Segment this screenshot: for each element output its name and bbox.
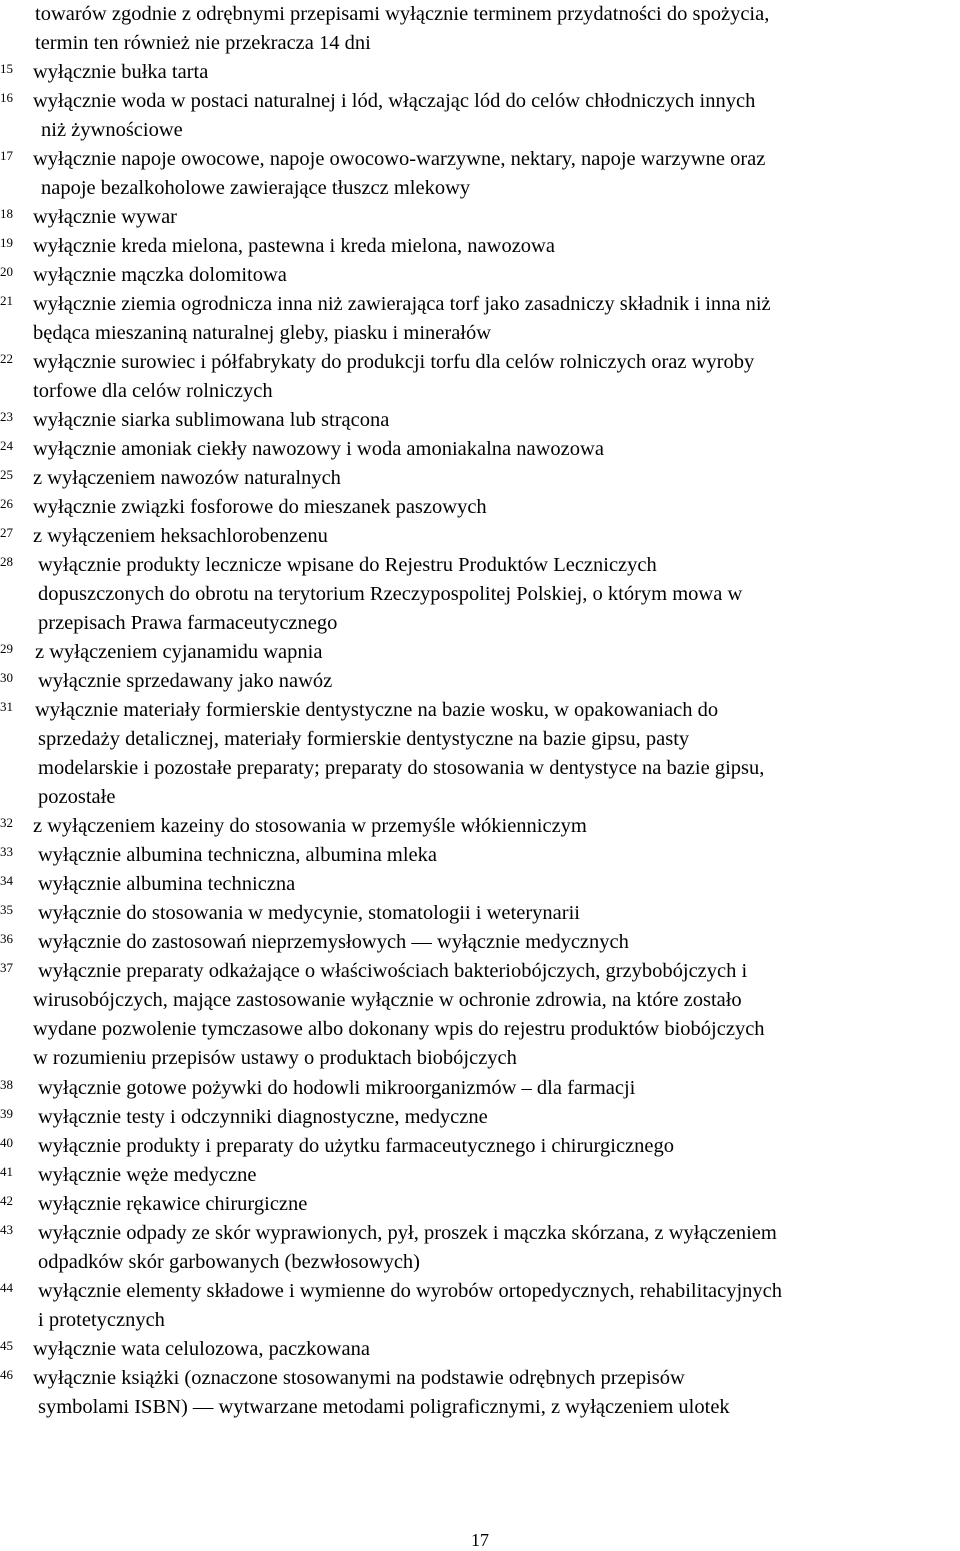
footnote-number: 24 [0, 438, 13, 453]
footnote-number: 19 [0, 235, 13, 250]
footnote-text-line: z wyłączeniem heksachlorobenzenu [33, 525, 328, 547]
footnote-text-line: wyłącznie albumina techniczna [38, 873, 296, 895]
footnote-number: 36 [0, 931, 13, 946]
footnote-text-line: wyłącznie preparaty odkażające o właściwościach bakteriobójczych, grzybobójczych i [38, 960, 748, 982]
footnote-number: 38 [0, 1077, 13, 1092]
footnote-text-line: wyłącznie materiały formierskie dentystyczne na bazie wosku, w opakowaniach do [35, 699, 719, 721]
footnote-text-line: wyłącznie związki fosforowe do mieszanek paszowych [33, 496, 487, 518]
footnote-text-line: sprzedaży detalicznej, materiały formierskie dentystyczne na bazie gipsu, pasty [38, 728, 690, 750]
footnote-number: 35 [0, 902, 13, 917]
footnote-text-line: wyłącznie gotowe pożywki do hodowli mikroorganizmów – dla farmacji [38, 1077, 636, 1099]
footnote-number: 30 [0, 670, 13, 685]
footnote-text-line: wyłącznie elementy składowe i wymienne do wyrobów ortopedycznych, rehabilitacyjnych [38, 1280, 783, 1302]
footnote-text-line: wyłącznie odpady ze skór wyprawionych, pył, proszek i mączka skórzana, z wyłączeniem [38, 1222, 777, 1244]
footnote-number: 40 [0, 1135, 13, 1150]
footnote-text-line: niż żywnościowe [41, 119, 183, 141]
footnote-text-line: wyłącznie amoniak ciekły nawozowy i woda amoniakalna nawozowa [33, 438, 604, 460]
footnote-text-line: wyłącznie mączka dolomitowa [33, 264, 287, 286]
footnote-number: 44 [0, 1280, 13, 1295]
footnote-text-line: i protetycznych [38, 1309, 165, 1331]
footnote-number: 16 [0, 90, 13, 105]
footnote-text-line: wyłącznie bułka tarta [33, 61, 209, 83]
footnote-text-line: wyłącznie do zastosowań nieprzemysłowych — wyłącznie medycznych [38, 931, 629, 953]
footnote-text-line: wyłącznie sprzedawany jako nawóz [38, 670, 333, 692]
footnote-number: 23 [0, 409, 13, 424]
footnote-text-line: wyłącznie surowiec i półfabrykaty do produkcji torfu dla celów rolniczych oraz wyroby [33, 351, 755, 373]
page-number: 17 [471, 1530, 489, 1550]
footnote-text-line: wyłącznie produkty i preparaty do użytku farmaceutycznego i chirurgicznego [38, 1135, 675, 1157]
footnote-text-line: wirusobójczych, mające zastosowanie wyłącznie w ochronie zdrowia, na które zostało [33, 989, 742, 1011]
footnote-text-line: wyłącznie testy i odczynniki diagnostyczne, medyczne [38, 1106, 488, 1128]
footnote-text-line: przepisach Prawa farmaceutycznego [38, 612, 338, 634]
footnote-number: 20 [0, 264, 13, 279]
footnote-number: 28 [0, 554, 13, 569]
footnote-text-line: wyłącznie woda w postaci naturalnej i lód, włączając lód do celów chłodniczych innych [33, 90, 756, 112]
footnote-text-line: odpadków skór garbowanych (bezwłosowych) [38, 1251, 420, 1273]
footnote-text-line: napoje bezalkoholowe zawierające tłuszcz mlekowy [41, 177, 471, 199]
footnote-text-line: wyłącznie produkty lecznicze wpisane do Rejestru Produktów Leczniczych [38, 554, 657, 576]
footnote-text-line: wyłącznie napoje owocowe, napoje owocowo-warzywne, nektary, napoje warzywne oraz [33, 148, 766, 170]
footnote-text-line: wyłącznie wywar [33, 206, 178, 228]
footnote-text-line: termin ten również nie przekracza 14 dni [35, 32, 371, 54]
footnote-text-line: wyłącznie albumina techniczna, albumina mleka [38, 844, 438, 866]
footnote-number: 41 [0, 1164, 13, 1179]
footnote-number: 39 [0, 1106, 13, 1121]
footnote-number: 29 [0, 641, 13, 656]
footnote-text-line: w rozumieniu przepisów ustawy o produktach biobójczych [33, 1047, 517, 1069]
footnote-text-line: wyłącznie ziemia ogrodnicza inna niż zawierająca torf jako zasadniczy składnik i inna niż [33, 293, 771, 315]
footnote-text-line: z wyłączeniem kazeiny do stosowania w przemyśle włókienniczym [33, 815, 587, 837]
footnote-text-line: torfowe dla celów rolniczych [33, 380, 273, 402]
footnote-text-line: wyłącznie węże medyczne [38, 1164, 257, 1186]
footnote-number: 31 [0, 699, 13, 714]
footnote-number: 17 [0, 148, 13, 163]
footnote-number: 21 [0, 293, 13, 308]
footnote-text-line: wyłącznie siarka sublimowana lub strącona [33, 409, 390, 431]
footnote-number: 45 [0, 1338, 13, 1353]
footnote-number: 22 [0, 351, 13, 366]
footnote-number: 32 [0, 815, 13, 830]
footnote-number: 34 [0, 873, 13, 888]
footnote-text-line: wyłącznie do stosowania w medycynie, stomatologii i weterynarii [38, 902, 580, 924]
footnote-number: 25 [0, 467, 13, 482]
footnote-text-line: towarów zgodnie z odrębnymi przepisami wyłącznie terminem przydatności do spożycia, [35, 3, 770, 25]
footnote-text-line: modelarskie i pozostałe preparaty; preparaty do stosowania w dentystyce na bazie gipsu, [38, 757, 765, 779]
footnote-text-line: wyłącznie kreda mielona, pastewna i kreda mielona, nawozowa [33, 235, 555, 257]
footnote-number: 15 [0, 61, 13, 76]
footnote-text-line: wyłącznie książki (oznaczone stosowanymi na podstawie odrębnych przepisów [33, 1367, 685, 1389]
footnote-number: 26 [0, 496, 13, 511]
footnote-text-line: wydane pozwolenie tymczasowe albo dokonany wpis do rejestru produktów biobójczych [33, 1018, 765, 1040]
footnote-number: 43 [0, 1222, 13, 1237]
footnote-number: 46 [0, 1367, 13, 1382]
footnote-text-line: pozostałe [38, 786, 116, 808]
footnote-number: 18 [0, 206, 13, 221]
footnote-text-line: będąca mieszaniną naturalnej gleby, piasku i minerałów [33, 322, 492, 344]
footnote-text-line: z wyłączeniem nawozów naturalnych [33, 467, 341, 489]
footnote-text-line: wyłącznie rękawice chirurgiczne [38, 1193, 308, 1215]
footnote-number: 33 [0, 844, 13, 859]
footnote-number: 27 [0, 525, 13, 540]
footnote-number: 37 [0, 960, 13, 975]
footnote-number: 42 [0, 1193, 13, 1208]
footnote-text-line: symbolami ISBN) — wytwarzane metodami poligraficznymi, z wyłączeniem ulotek [38, 1396, 730, 1418]
footnote-text-line: wyłącznie wata celulozowa, paczkowana [33, 1338, 370, 1360]
footnote-text-line: dopuszczonych do obrotu na terytorium Rzeczypospolitej Polskiej, o którym mowa w [38, 583, 743, 605]
footnote-text-line: z wyłączeniem cyjanamidu wapnia [35, 641, 323, 663]
